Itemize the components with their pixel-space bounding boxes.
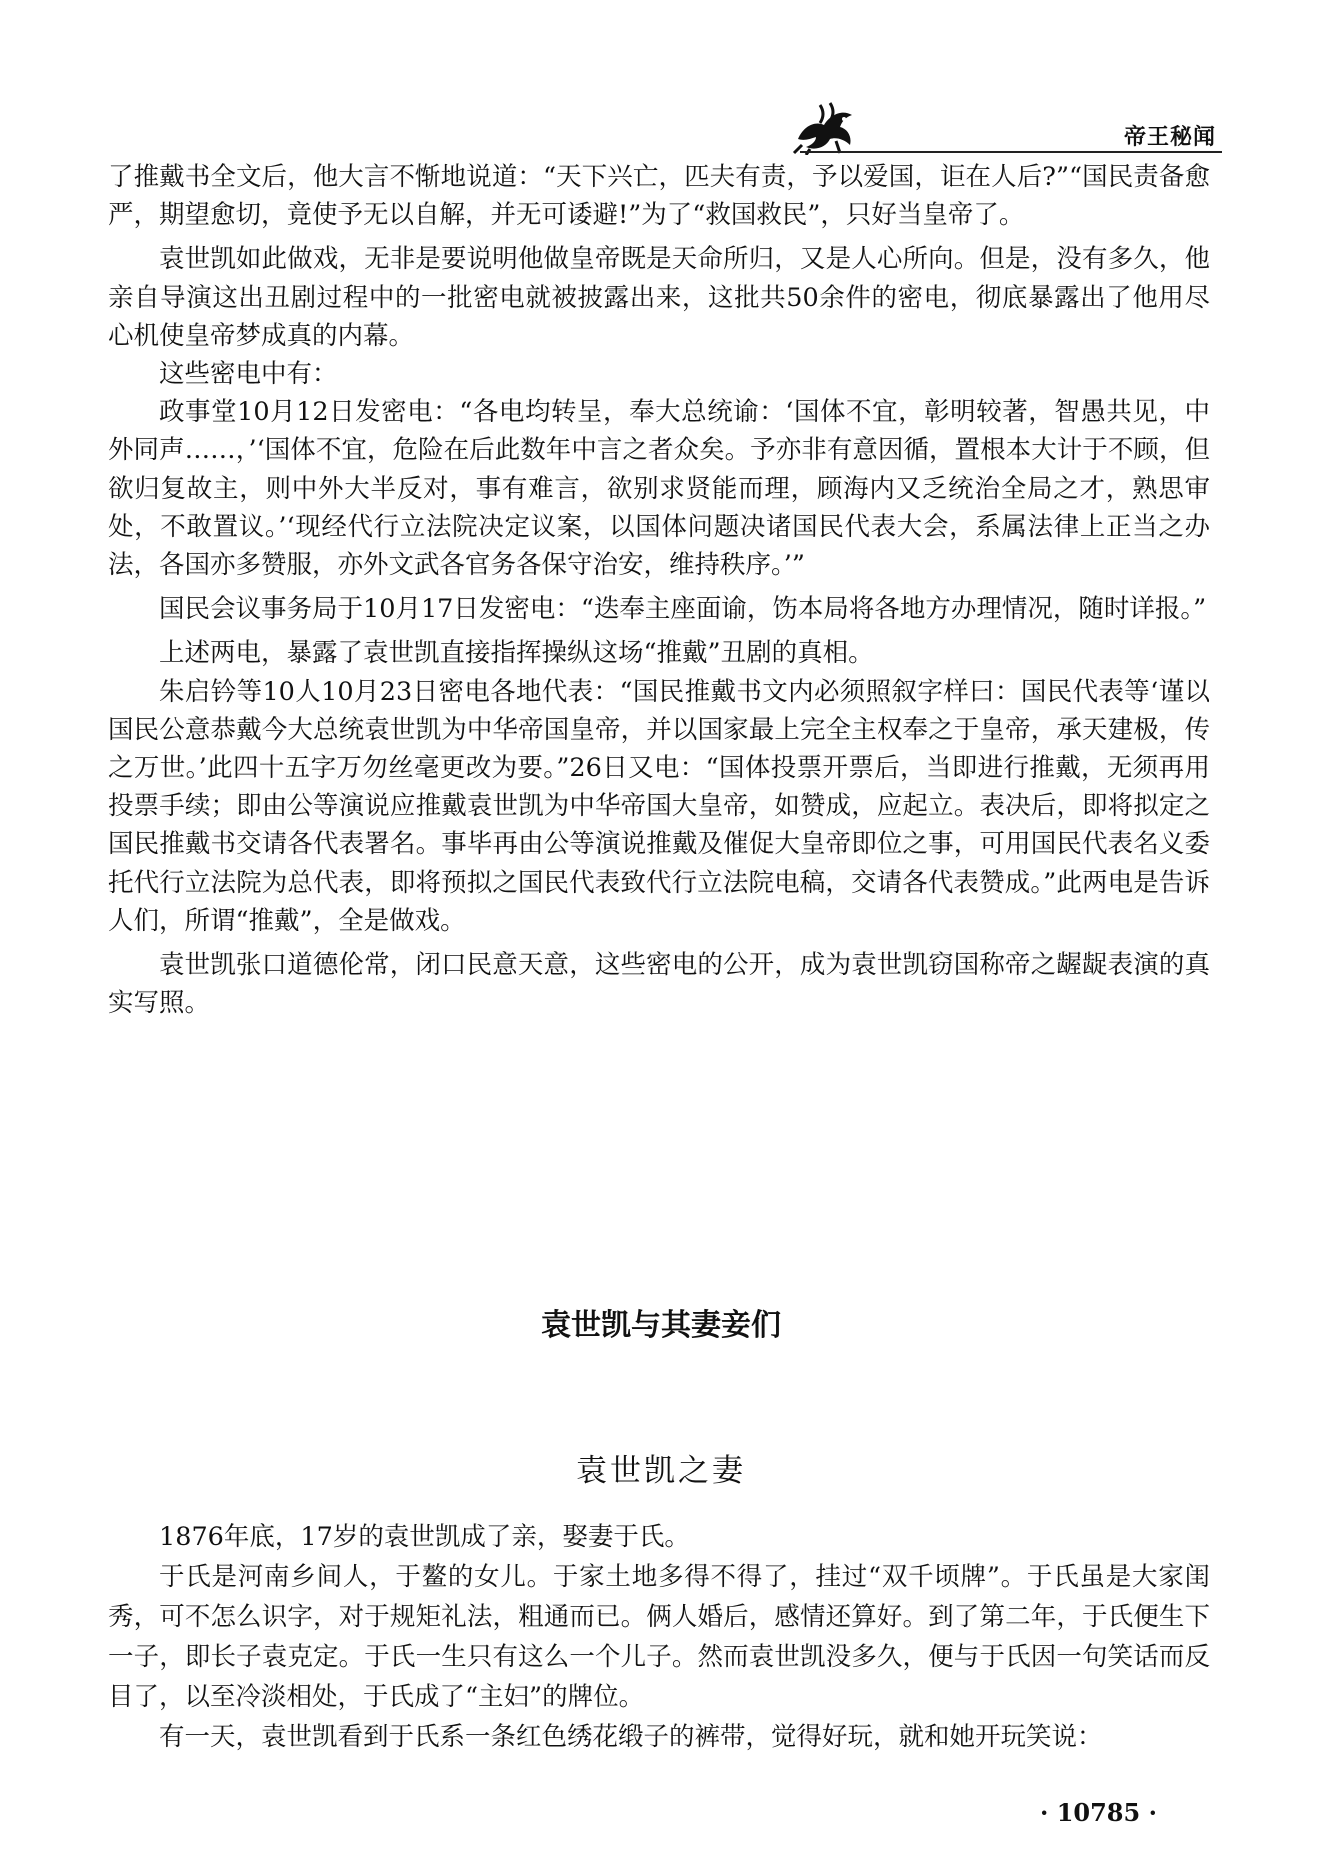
body-paragraph: 上述两电，暴露了袁世凯直接指挥操纵这场“推戴”丑剧的真相。 xyxy=(159,638,874,669)
body-paragraph: 袁世凯张口道德伦常，闭口民意天意，这些密电的公开，成为袁世凯窃国称帝之龌龊表演的真实写照。 xyxy=(108,950,1210,1019)
body-paragraph: 国民会议事务局于10月17日发密电：“迭奉主座面谕，饬本局将各地方办理情况，随时详报。” xyxy=(159,594,1207,625)
body-paragraph: 袁世凯如此做戏，无非是要说明他做皇帝既是天命所归，又是人心所向。但是，没有多久，他亲自导演这出丑剧过程中的一批密电就被披露出来，这批共50余件的密电，彻底暴露出了他用尽心机使皇帝梦成真的内幕。 xyxy=(108,244,1210,351)
body-paragraph: 政事堂10月12日发密电：“各电均转呈，奉大总统谕：‘国体不宜，彰明较著，智愚共见，中外同声……，’‘国体不宜，危险在后此数年中言之者众矣。予亦非有意因循，置根本大计于不顾，但欲归复故主，则中外大半反对，事有难言，欲别求贤能而理，顾海内又乏统治全局之才，熟思审处，不敢置议。’‘现经代行立法院决定议案，以国体问题决诸国民代表大会，系属法律上正当之办法，各国亦多赞服，亦外文武各官务各保守治安，维持秩序。’” xyxy=(108,397,1210,581)
body-paragraph: 朱启钤等10人10月23日密电各地代表：“国民推戴书文内必须照叙字样曰：国民代表等‘谨以国民公意恭戴今大总统袁世凯为中华帝国皇帝，并以国家最上完全主权奉之于皇帝，承天建极，传之万世。’此四十五字万勿丝毫更改为要。”26日又电：“国体投票开票后，当即进行推戴，无须再用投票手续；即由公等演说应推戴袁世凯为中华帝国大皇帝，如赞成，应起立。表决后，即将拟定之国民推戴书交请各代表署名。事毕再由公等演说推戴及催促大皇帝即位之事，可用国民代表名义委托代行立法院为总代表，即将预拟之国民代表致代行立法院电稿，交请各代表赞成。”此两电是告诉人们，所谓“推戴”，全是做戏。 xyxy=(108,676,1210,936)
section-body xyxy=(108,1517,1210,1757)
body-paragraph: 于氏是河南乡间人，于鳌的女儿。于家土地多得不得了，挂过“双千顷牌”。于氏虽是大家闺秀，可不怎么识字，对于规矩礼法，粗通而已。俩人婚后，感情还算好。到了第二年，于氏便生下一子，即长子袁克定。于氏一生只有这么一个儿子。然而袁世凯没多久，便与于氏因一句笑话而反目了，以至冷淡相处，于氏成了“主妇”的牌位。 xyxy=(108,1562,1210,1712)
running-title: 帝王秘闻 xyxy=(1123,125,1216,150)
body-paragraph: 有一天，袁世凯看到于氏系一条红色绣花缎子的裤带，觉得好玩，就和她开玩笑说： xyxy=(159,1722,1103,1752)
section-title: 袁世凯与其妻妾们 xyxy=(541,1308,781,1343)
subsection-title: 袁世凯之妻 xyxy=(576,1453,746,1489)
body-paragraph: 这些密电中有： xyxy=(159,359,338,390)
body-paragraph: 1876年底，17岁的袁世凯成了亲，娶妻于氏。 xyxy=(159,1522,690,1552)
article-body xyxy=(108,158,1210,1022)
page-number: · 10785 · xyxy=(1040,1798,1157,1827)
header-rule xyxy=(800,151,1222,153)
page-header xyxy=(790,95,1222,155)
dragon-emblem-icon xyxy=(790,95,860,155)
body-paragraph: 了推戴书全文后，他大言不惭地说道：“天下兴亡，匹夫有责，予以爱国，讵在人后?”“国民责备愈严，期望愈切，竟使予无以自解，并无可诿避!”为了“救国救民”，只好当皇帝了。 xyxy=(108,162,1210,231)
